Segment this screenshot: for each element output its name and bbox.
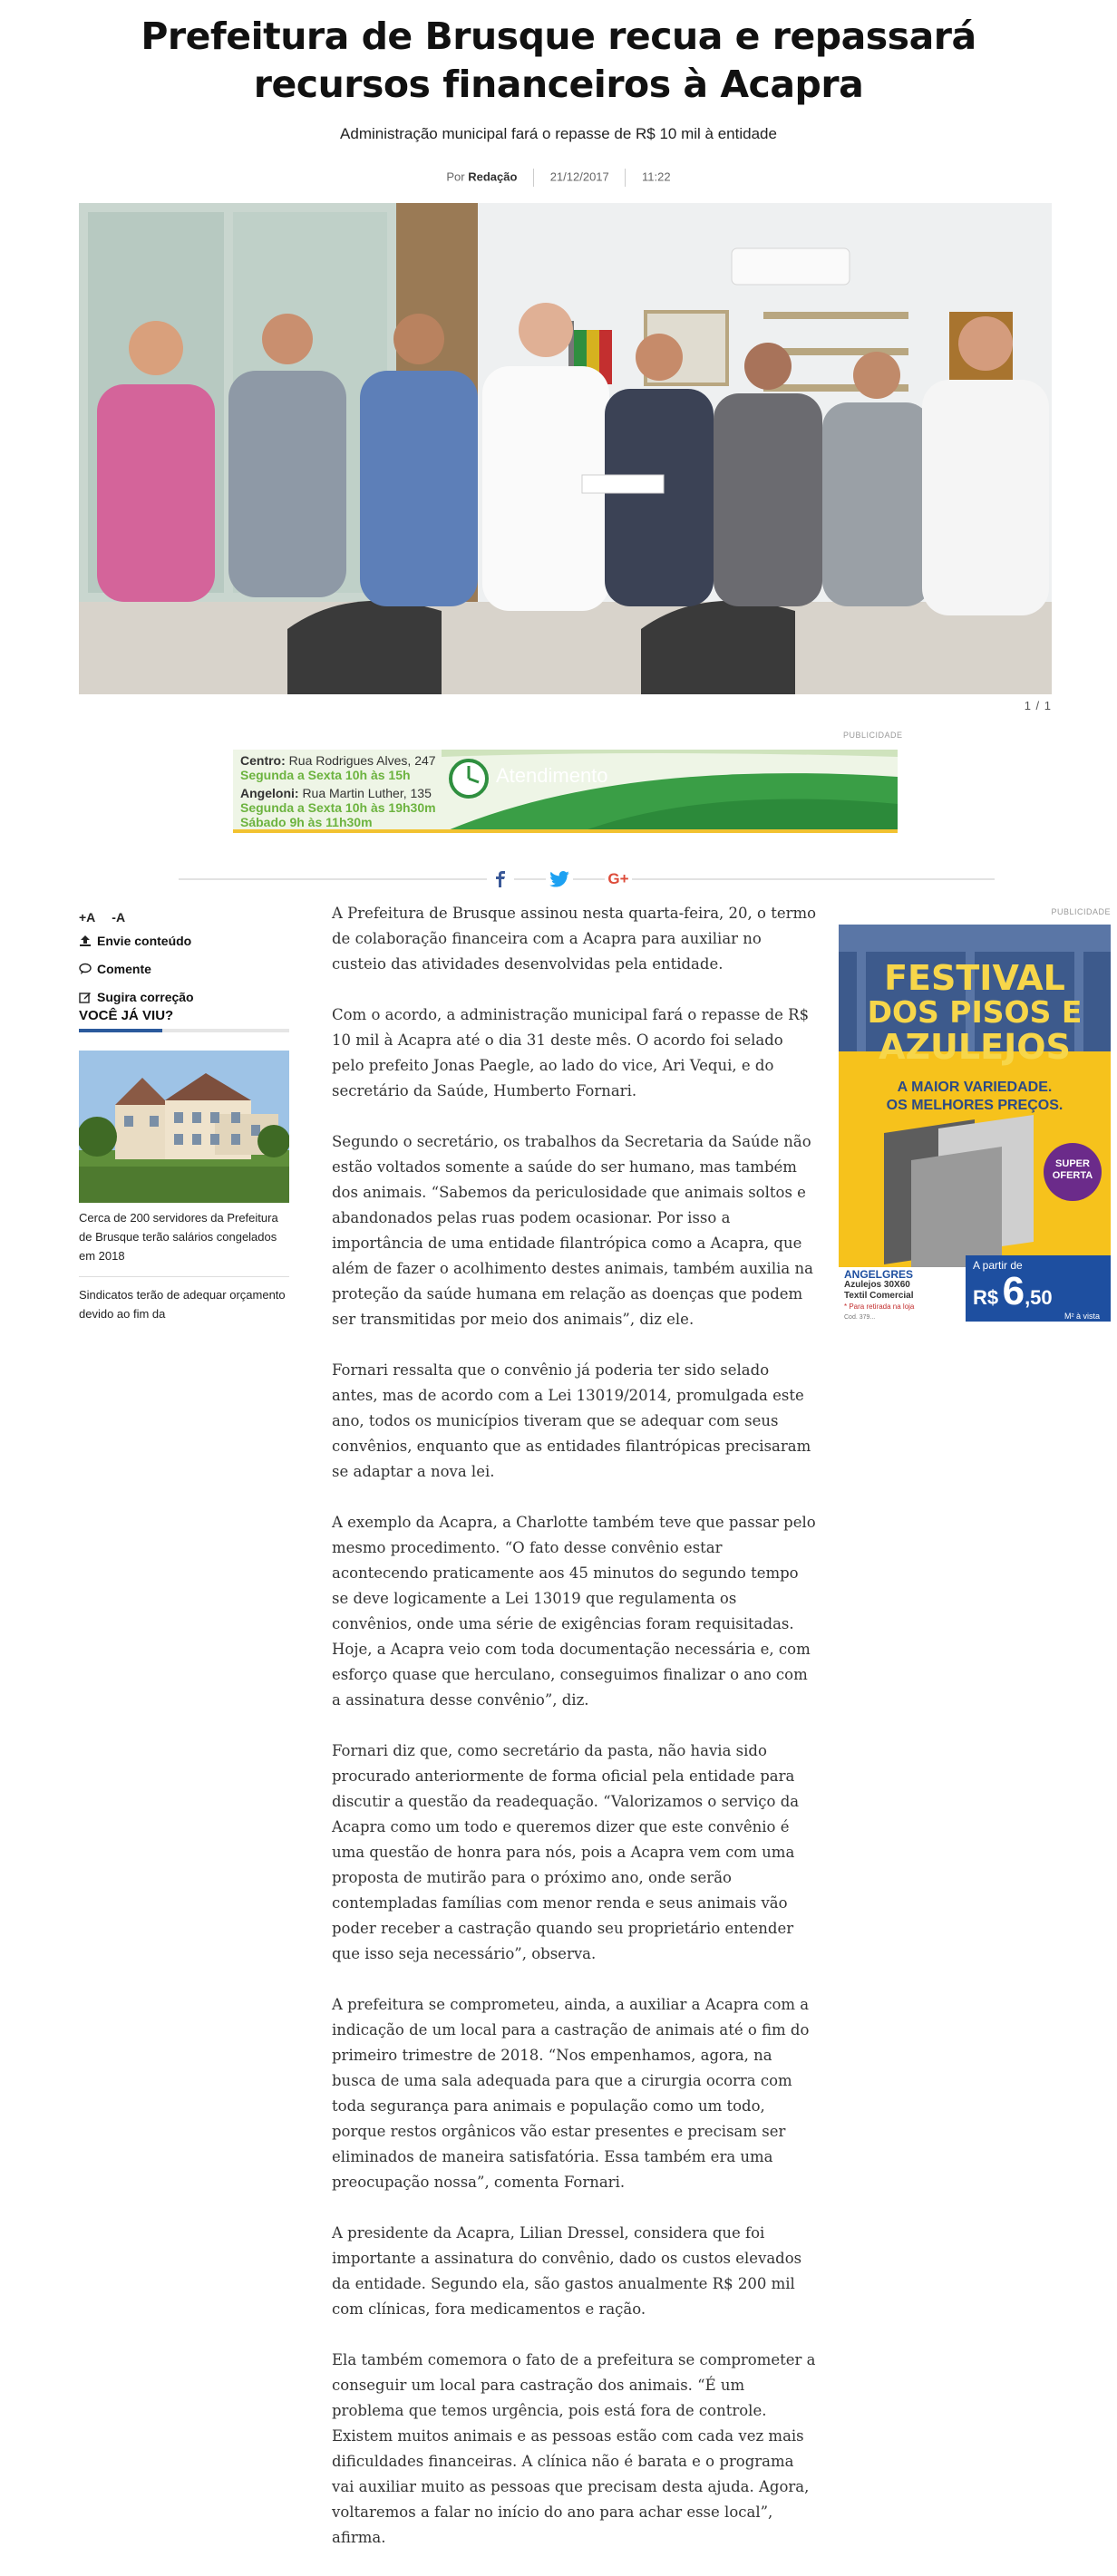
side-ad[interactable] xyxy=(839,925,1111,1322)
article-meta xyxy=(0,169,1117,187)
article-paragraph: A Prefeitura de Brusque assinou nesta quarta-feira, 20, o termo de colaboração financeira com a Acapra para auxiliar no custeio das atividades desenvolvidas pela entidade. xyxy=(332,905,817,973)
banner-angeloni-hours: Segunda a Sexta 10h às 19h30m xyxy=(240,800,436,815)
article-paragraph: Ela também comemora o fato de a prefeitura se comprometer a conseguir um local para castração dos animais. “É um problema que temos urgência, pois está fora de controle. Existem muitos animais e as pessoas estão com cada vez mais dificuldades financeiras. A clínica não é barata e o programa vai auxiliar muito as pessoas que precisam desta ajuda. Agora, voltaremos a falar no início do ano para achar esse local”, afirma. xyxy=(332,2351,816,2546)
facebook-share-button[interactable] xyxy=(487,866,514,893)
photo-counter: 1 / 1 xyxy=(1024,699,1052,712)
article-subtitle: Administração municipal fará o repasse de R$ 10 mil à entidade xyxy=(340,125,777,142)
font-increase-button[interactable]: +A xyxy=(79,910,96,925)
byline-prefix: Por xyxy=(446,169,465,184)
banner-angeloni-label: Angeloni: xyxy=(240,786,299,800)
publish-time: 11:22 xyxy=(642,169,671,184)
article-title: Prefeitura de Brusque recua e repassará recursos financeiros à Acapra xyxy=(141,15,976,106)
banner-ad[interactable] xyxy=(233,750,898,833)
side-ad-product-2: Textil Comercial xyxy=(844,1291,914,1301)
side-ad-label: PUBLICIDADE xyxy=(1051,907,1111,916)
side-ad-headline-1: FESTIVAL xyxy=(884,958,1065,998)
side-ad-brand: ANGELGRES xyxy=(844,1268,914,1281)
article-tools xyxy=(79,908,296,1011)
side-ad-badge-1: SUPER xyxy=(1055,1158,1090,1169)
banner-centro-label: Centro: xyxy=(240,753,286,768)
related-title-accent xyxy=(79,1029,162,1032)
google-plus-share-button[interactable] xyxy=(605,866,632,893)
article-paragraph: Fornari ressalta que o convênio já poderia ter sido selado antes, mas de acordo com a Lei 13019/2014, promulgada este ano, todos os municípios tiveram que se adequar com seus convênios, enquanto que as entidades filantrópicas precisaram se adaptar a nova lei. xyxy=(332,1361,811,1480)
font-size-controls xyxy=(79,908,296,926)
side-ad-price-int: 6 xyxy=(1002,1269,1025,1313)
article-body xyxy=(332,901,818,2576)
twitter-share-button[interactable] xyxy=(546,866,573,893)
byline-author[interactable]: Redação xyxy=(468,169,518,184)
suggest-correction-button[interactable] xyxy=(79,983,296,1011)
lead-photo[interactable] xyxy=(79,203,1052,694)
twitter-icon xyxy=(549,871,569,887)
article-paragraph: Fornari diz que, como secretário da pasta, não havia sido procurado anteriormente de forma oficial pela entidade para discutir a questão da readequação. “Valorizamos o serviço da Acapra como um todo e queremos dizer que este convênio é uma questão de honra para nós, pois a Acapra vem com uma proposta de mutirão para o próximo ano, onde serão contempladas famílias com menor renda e seus animais vão poder receber a castração quando seu proprietário entender que isso seja necessário”, observa. xyxy=(332,1742,800,1962)
side-ad-headline-3: AZULEJOS xyxy=(879,1027,1071,1067)
article-paragraph: A exemplo da Acapra, a Charlotte também teve que passar pelo mesmo procedimento. “O fato desse convênio estar acontecendo praticamente aos 45 minutos do segundo tempo se deve logicamente a Lei 13019 que regulamenta os convênios, onde uma série de exigências foram requisitadas. Hoje, a Acapra veio com toda documentação necessária e, com esforço quase que herculano, conseguimos finalizar o ano com a assinatura desse convênio”, diz. xyxy=(332,1514,816,1709)
send-content-label: Envie conteúdo xyxy=(97,933,192,948)
side-ad-price-unit: M² à vista xyxy=(1064,1312,1100,1321)
meta-divider xyxy=(533,169,534,187)
article-paragraph: Com o acordo, a administração municipal fará o repasse de R$ 10 mil à Acapra até o dia 31 deste mês. O acordo foi selado pelo prefeito Jonas Paegle, ao lado do vice, Ari Vequi, e do secretário da Saúde, Humberto Fornari. xyxy=(332,1006,810,1099)
google-plus-icon: G+ xyxy=(607,870,629,887)
related-divider xyxy=(79,1276,289,1277)
suggest-correction-label: Sugira correção xyxy=(97,989,194,1004)
side-ad-price-dec: ,50 xyxy=(1025,1286,1053,1309)
article-paragraph: Segundo o secretário, os trabalhos da Secretaria da Saúde não estão voltados somente a saúde do ser humano, mas também dos animais. “Sabemos da periculosidade que animais soltos e abandonados pelas ruas podem ocasionar. Por isso a importância de uma entidade filantrópica como a Acapra, que além de fazer o acolhimento destes animais, também auxilia na proteção da saúde humana em relação as doenças que podem ser transmitidas por meio dos animais”, diz ele. xyxy=(332,1133,813,1328)
side-ad-code: Cod. 379... xyxy=(844,1314,876,1321)
related-item-1[interactable]: Cerca de 200 servidores da Prefeitura de Brusque terão salários congelados em 2018 xyxy=(79,1211,278,1263)
article-paragraph: A prefeitura se comprometeu, ainda, a auxiliar a Acapra com a indicação de um local para a castração de animais até o fim do primeiro trimestre de 2018. “Nos empenhamos, agora, na busca de uma sala adequada para que a cirurgia ocorra com toda segurança para animais e população como um todo, porque restos orgânicos vão estar presentes e precisam ser eliminados de maneira satisfatória. Essa também era uma preocupação nossa”, comenta Fornari. xyxy=(332,1996,810,2191)
side-ad-currency: R$ xyxy=(973,1286,999,1309)
side-ad-note: * Para retirada na loja xyxy=(844,1303,915,1311)
banner-angeloni-address: Rua Martin Luther, 135 xyxy=(302,786,432,800)
side-ad-tagline-1: A MAIOR VARIEDADE. xyxy=(897,1080,1053,1095)
send-content-button[interactable] xyxy=(79,926,296,954)
side-ad-badge-2: OFERTA xyxy=(1052,1170,1093,1181)
ad-label: PUBLICIDADE xyxy=(843,731,903,740)
meta-divider xyxy=(625,169,626,187)
banner-angeloni-saturday: Sábado 9h às 11h30m xyxy=(240,815,373,829)
edit-icon xyxy=(79,991,92,1003)
comment-button[interactable] xyxy=(79,954,296,983)
banner-centro-hours: Segunda a Sexta 10h às 15h xyxy=(240,768,411,782)
comment-label: Comente xyxy=(97,961,151,976)
side-ad-price-prefix: A partir de xyxy=(973,1259,1023,1272)
side-ad-headline-2: DOS PISOS E xyxy=(867,994,1083,1030)
comment-icon xyxy=(79,963,92,975)
related-item-2[interactable]: Sindicatos terão de adequar orçamento devido ao fim da xyxy=(79,1288,286,1321)
side-ad-product-1: Azulejos 30X60 xyxy=(844,1280,910,1290)
share-divider xyxy=(179,878,995,880)
banner-service: Atendimento xyxy=(496,764,608,787)
publish-date: 21/12/2017 xyxy=(549,169,609,184)
side-ad-tagline-2: OS MELHORES PREÇOS. xyxy=(886,1098,1064,1113)
font-decrease-button[interactable]: -A xyxy=(112,910,126,925)
facebook-icon xyxy=(494,871,507,887)
related-title: VOCÊ JÁ VIU? xyxy=(79,1008,174,1023)
related-thumbnail[interactable] xyxy=(79,1051,289,1203)
article-paragraph: A presidente da Acapra, Lilian Dressel, considera que foi importante a assinatura do convênio, dado os custos elevados da entidade. Segundo ela, são gastos anualmente R$ 200 mil com clínicas, fora medicamentos e ração. xyxy=(332,2224,802,2318)
upload-icon xyxy=(79,935,92,947)
banner-centro-address: Rua Rodrigues Alves, 247 xyxy=(288,753,436,768)
